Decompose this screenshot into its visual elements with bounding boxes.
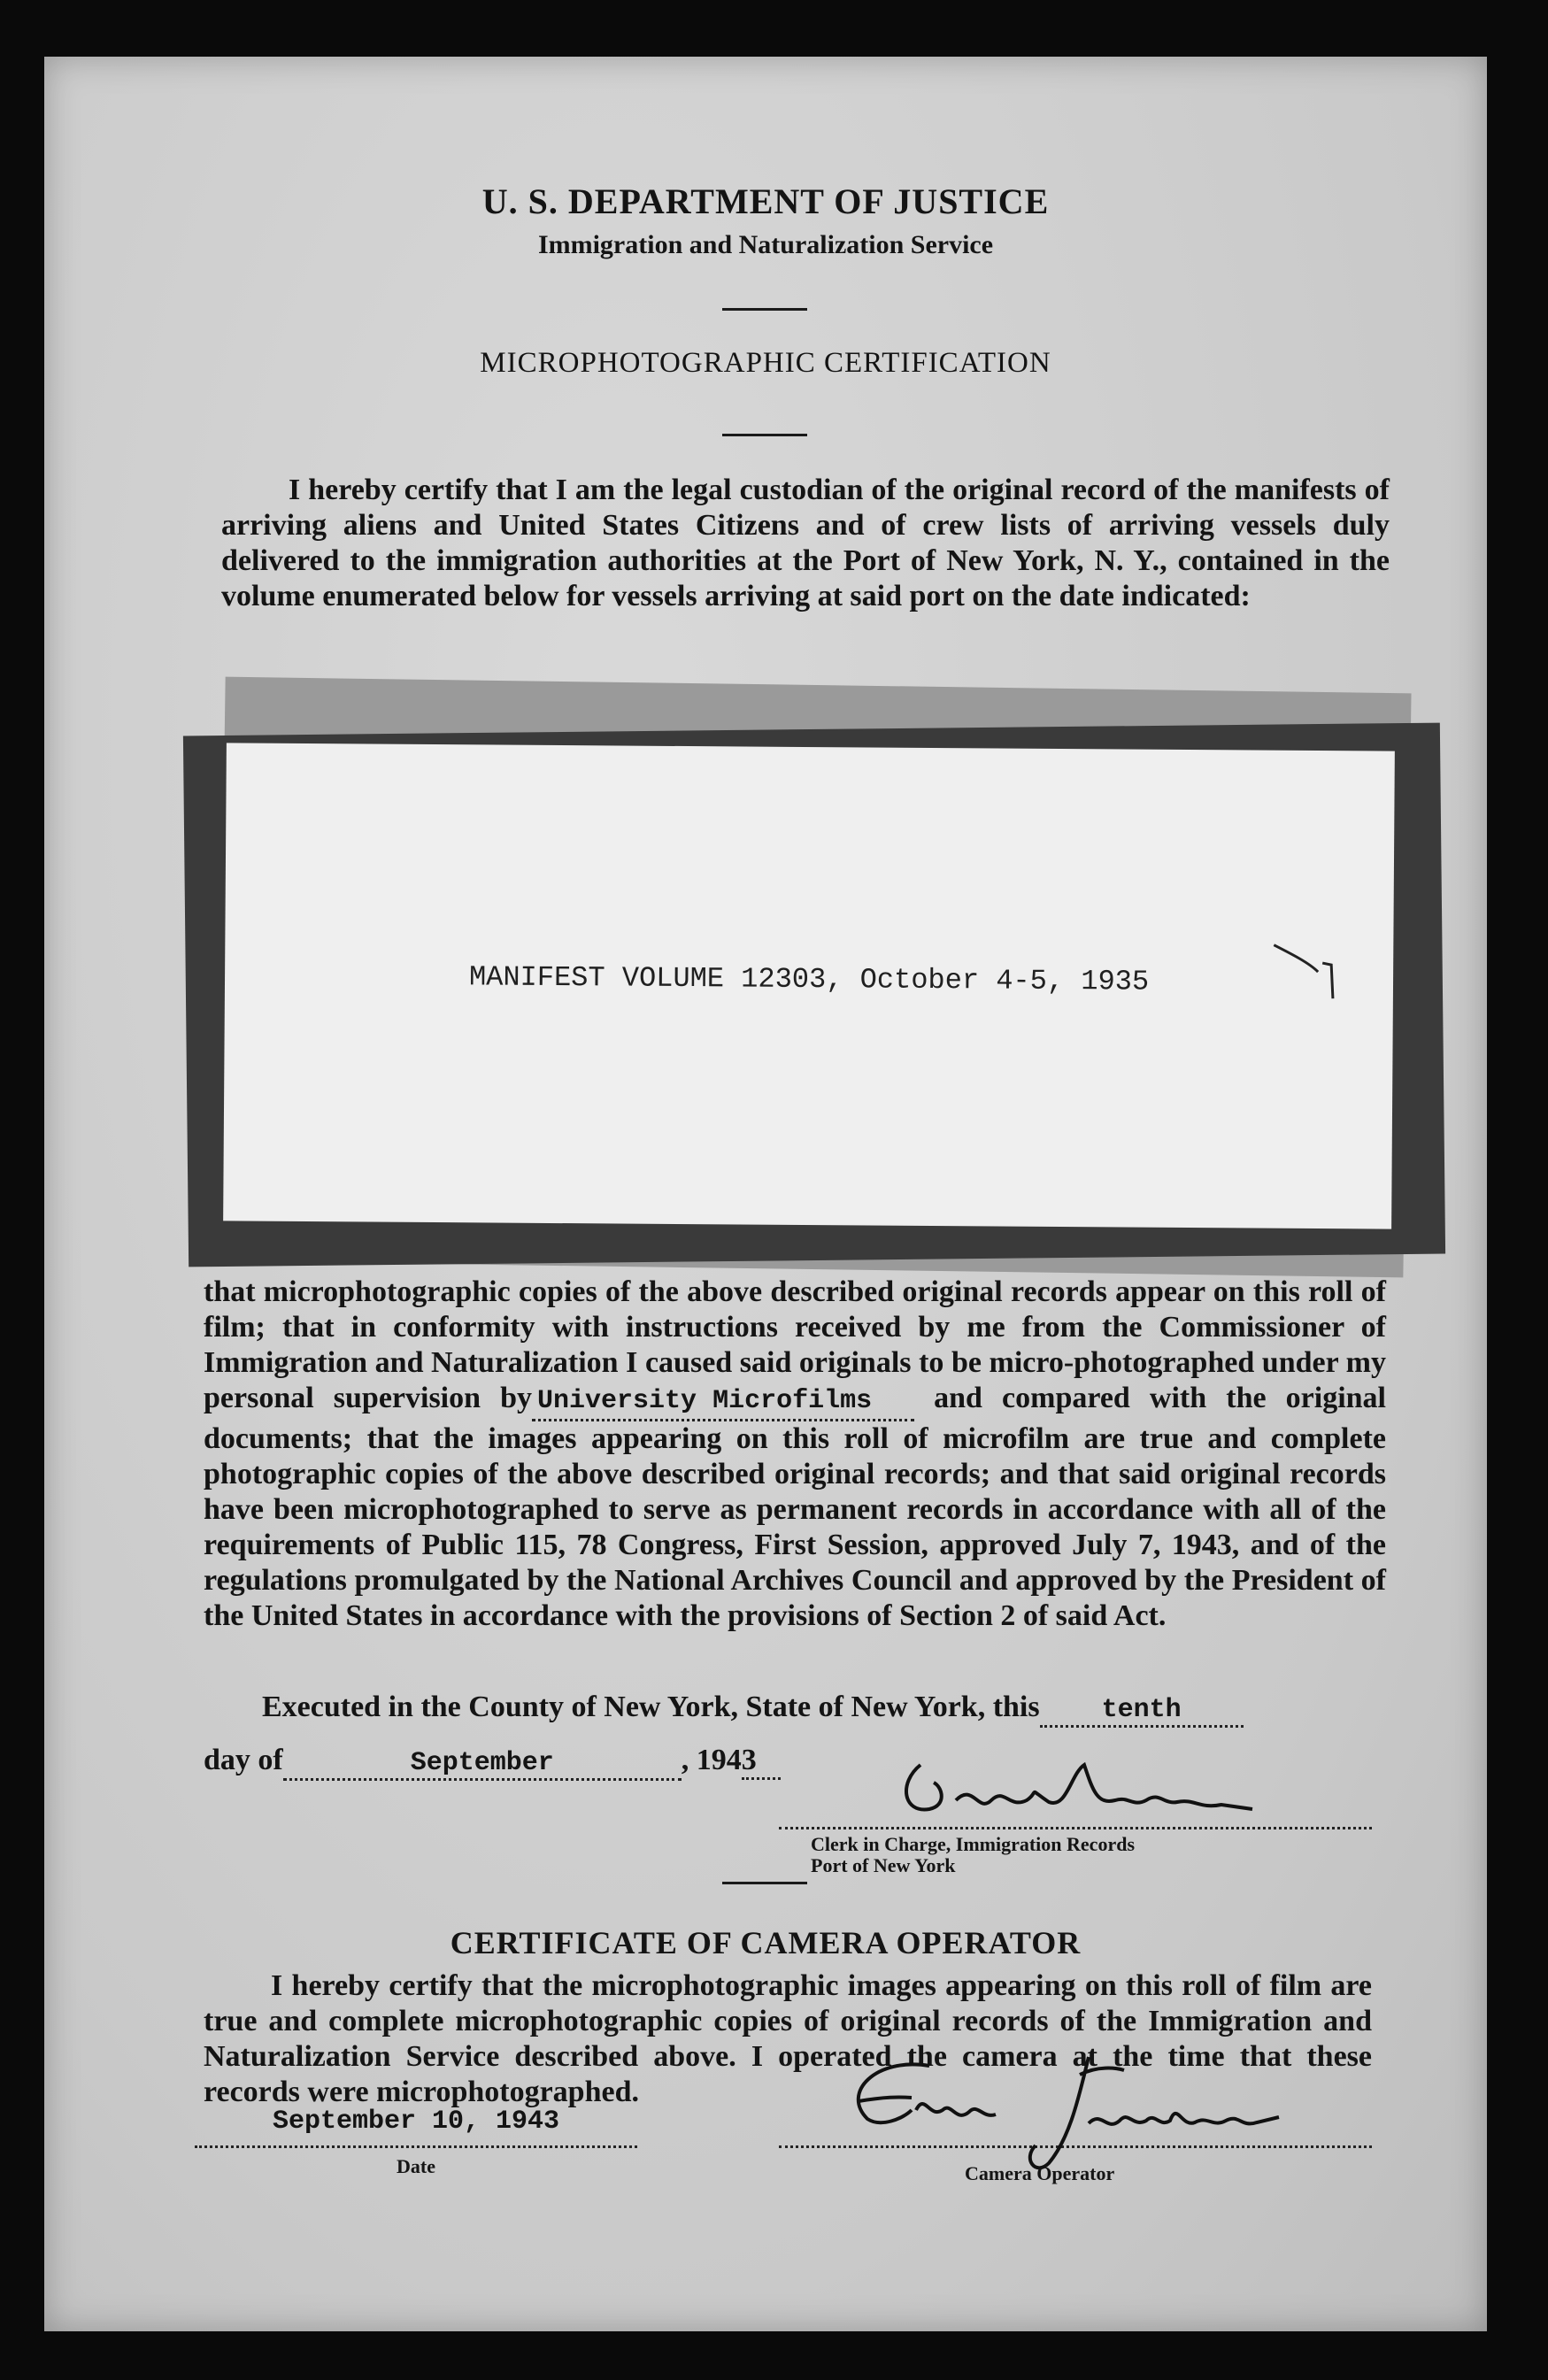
- service-subheading: Immigration and Naturalization Service: [537, 230, 994, 259]
- date-label: Date: [397, 2155, 435, 2177]
- day-field: [1040, 1695, 1244, 1728]
- body-paragraph: [204, 1275, 1386, 1634]
- clerk-signature: [894, 1738, 1266, 1836]
- date-value: September 10, 1943: [272, 2107, 560, 2137]
- camera-operator-text: I hereby certify that the microphotographic images appearing on this roll of film are true and complete microphotographic copies of original records of the Immigration and Naturalization Service described above. I operated the camera at the time that these records were microphotographed.: [204, 1969, 1372, 2108]
- divider-rule-top: [722, 308, 807, 311]
- year-value: 3: [741, 1744, 757, 1776]
- year-prefix: 194: [696, 1744, 742, 1776]
- manifest-volume-label: MANIFEST VOLUME 12303, October 4-5, 1935: [468, 960, 1150, 998]
- certificate-sheet: [44, 57, 1487, 2331]
- divider-rule-bottom: [722, 1882, 807, 1884]
- executed-text: Executed in the County of New York, State of New York, this: [262, 1691, 1040, 1723]
- day-of-line: day of September , 1943: [204, 1744, 781, 1781]
- supervisor-value: University Microfilms: [537, 1386, 873, 1416]
- divider-rule-middle: [722, 434, 807, 436]
- clerk-title-line1: Clerk in Charge, Immigration Records: [811, 1833, 1136, 1855]
- clerk-title: [811, 1834, 1135, 1876]
- body-text-part1: that microphotographic copies of the above described original records appear on this roll of film; that in conformity with instructions received by me from the Commissioner of Immigration and Naturalization I caused said originals to be micro-photographed under my personal supervision by: [204, 1275, 1386, 1414]
- camera-operator-label: Camera Operator: [965, 2162, 1115, 2184]
- supervisor-field: [532, 1383, 914, 1421]
- clerk-title-line2: Port of New York: [811, 1854, 956, 1876]
- executed-line: [262, 1691, 1244, 1728]
- camera-operator-title: CERTIFICATE OF CAMERA OPERATOR: [450, 1925, 1082, 1960]
- manifest-insert-card: [223, 743, 1395, 1229]
- department-heading: U. S. DEPARTMENT OF JUSTICE: [481, 181, 1050, 221]
- intro-text: I hereby certify that I am the legal custodian of the original record of the manifests of arriving aliens and United States Citizens and of crew lists of arriving vessels duly delivered to the immigration authorities at the Port of New York, N. Y., contained in the volume enumerated below for vessels arriving at said port on the date indicated:: [221, 474, 1390, 612]
- date-field: [195, 2107, 637, 2148]
- certification-title: MICROPHOTOGRAPHIC CERTIFICATION: [480, 347, 1051, 379]
- day-value: tenth: [1101, 1695, 1182, 1725]
- body-text-part2: and compared with the original documents; that the images appearing on this roll of microfilm are true and complete photographic copies of the above described original records; and that said original records have been microphotographed to serve as permanent records in accordance with all of the requirements of Public 115, 78 Congress, First Session, approved July 7, 1943, and of the regulations promulgated by the National Archives Council and approved by the President of the United States in accordance with the provisions of Section 2 of said Act.: [204, 1382, 1386, 1632]
- operator-signature: [823, 2039, 1283, 2181]
- day-of-label: day of: [204, 1744, 283, 1776]
- pen-mark-icon: [1269, 936, 1350, 1008]
- month-field: [283, 1748, 682, 1781]
- year-field: [742, 1744, 781, 1780]
- intro-paragraph: [221, 473, 1390, 614]
- month-value: September: [410, 1748, 554, 1778]
